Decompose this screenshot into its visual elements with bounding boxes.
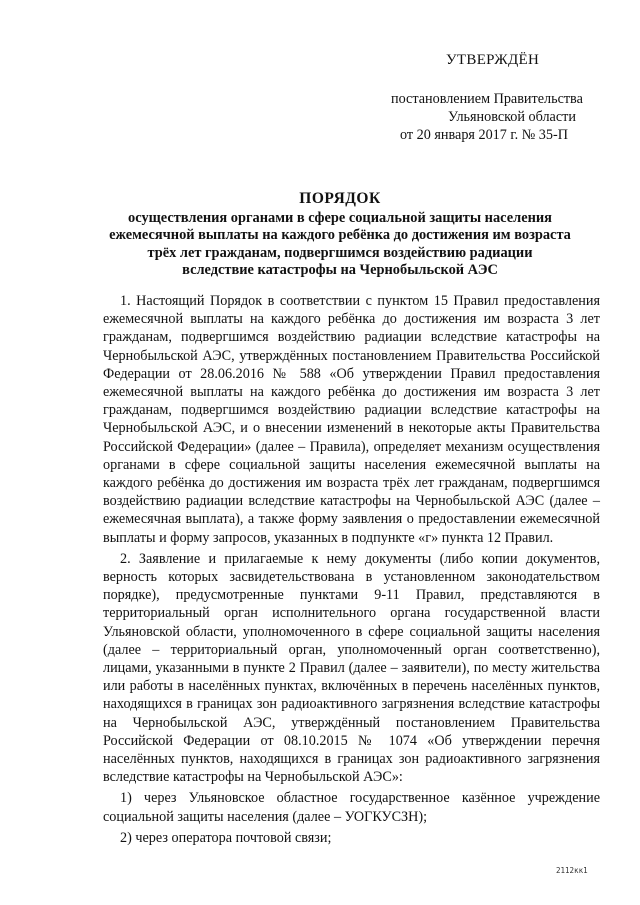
document-title-line: вследствие катастрофы на Чернобыльской АЭС <box>182 262 498 279</box>
document-title <box>60 190 620 280</box>
document-title-line: ежемесячной выплаты на каждого ребёнка до достижения им возраста <box>109 227 571 244</box>
approval-line-2: Ульяновской области <box>448 109 576 125</box>
paragraph-2: 2. Заявление и прилагаемые к нему документы (либо копии документов, верность которых засвидетельствована в установленном законодательством порядке), предусмотренные пунктами 9-11 Правил, представляются в территориальный орган исполнительного органа государственной власти Ульяновской области, уполномоченного в сфере социальной защиты населения (далее – территориальный орган, уполномоченный орган соответственно), лицами, указанными в пункте 2 Правил (далее – заявители), по месту жительства или работы в населённых пунктах, включённых в перечень населённых пунктов, находящихся в границах зон радиоактивного загрязнения вследствие катастрофы на Чернобыльской АЭС, утверждённый постановлением Правительства Российской Федерации от 08.10.2015 № 1074 «Об утверждении перечня населённых пунктов, находящихся в границах зон радиоактивного загрязнения вследствие катастрофы на Чернобыльской АЭС»: <box>103 550 600 786</box>
document-title-main: ПОРЯДОК <box>299 190 381 207</box>
list-item-1: 1) через Ульяновское областное государственное казённое учреждение социальной защиты населения (далее – УОГКУСЗН); <box>103 790 600 825</box>
paragraph-1: 1. Настоящий Порядок в соответствии с пунктом 15 Правил предоставления ежемесячной выплаты на каждого ребёнка до достижения им возраста 3 лет гражданам, подвергшимся воздействию радиации вследствие катастрофы на Чернобыльской АЭС, утверждённых постановлением Правительства Российской Федерации от 28.06.2016 № 588 «Об утверждении Правил предоставления ежемесячной выплаты на каждого ребёнка до достижения им возраста 3 лет гражданам, подвергшимся воздействию радиации вследствие катастрофы на Чернобыльской АЭС, и о внесении изменений в некоторые акты Правительства Российской Федерации» (далее – Правила), определяет механизм осуществления органами в сфере социальной защиты населения ежемесячной выплаты на каждого ребёнка до достижения им возраста трёх лет гражданам, подвергшимся воздействию радиации вследствие катастрофы на Чернобыльской АЭС (далее – ежемесячная выплата), а также форму заявления о предоставлении ежемесячной выплаты и форму запросов, указанных в подпункте «г» пункта 12 Правил. <box>103 293 600 546</box>
list-item-2: 2) через оператора почтовой связи; <box>120 829 332 846</box>
document-body <box>103 292 600 847</box>
approval-line-1: постановлением Правительства <box>391 91 583 107</box>
document-title-line: трёх лет гражданам, подвергшимся воздействию радиации <box>147 244 533 261</box>
document-title-line: осуществления органами в сфере социальной защиты населения <box>128 209 552 226</box>
approval-title: УТВЕРЖДЁН <box>446 52 540 68</box>
approval-line-3: от 20 января 2017 г. № 35-П <box>400 127 568 143</box>
footer-code: 2112кк1 <box>556 866 588 875</box>
